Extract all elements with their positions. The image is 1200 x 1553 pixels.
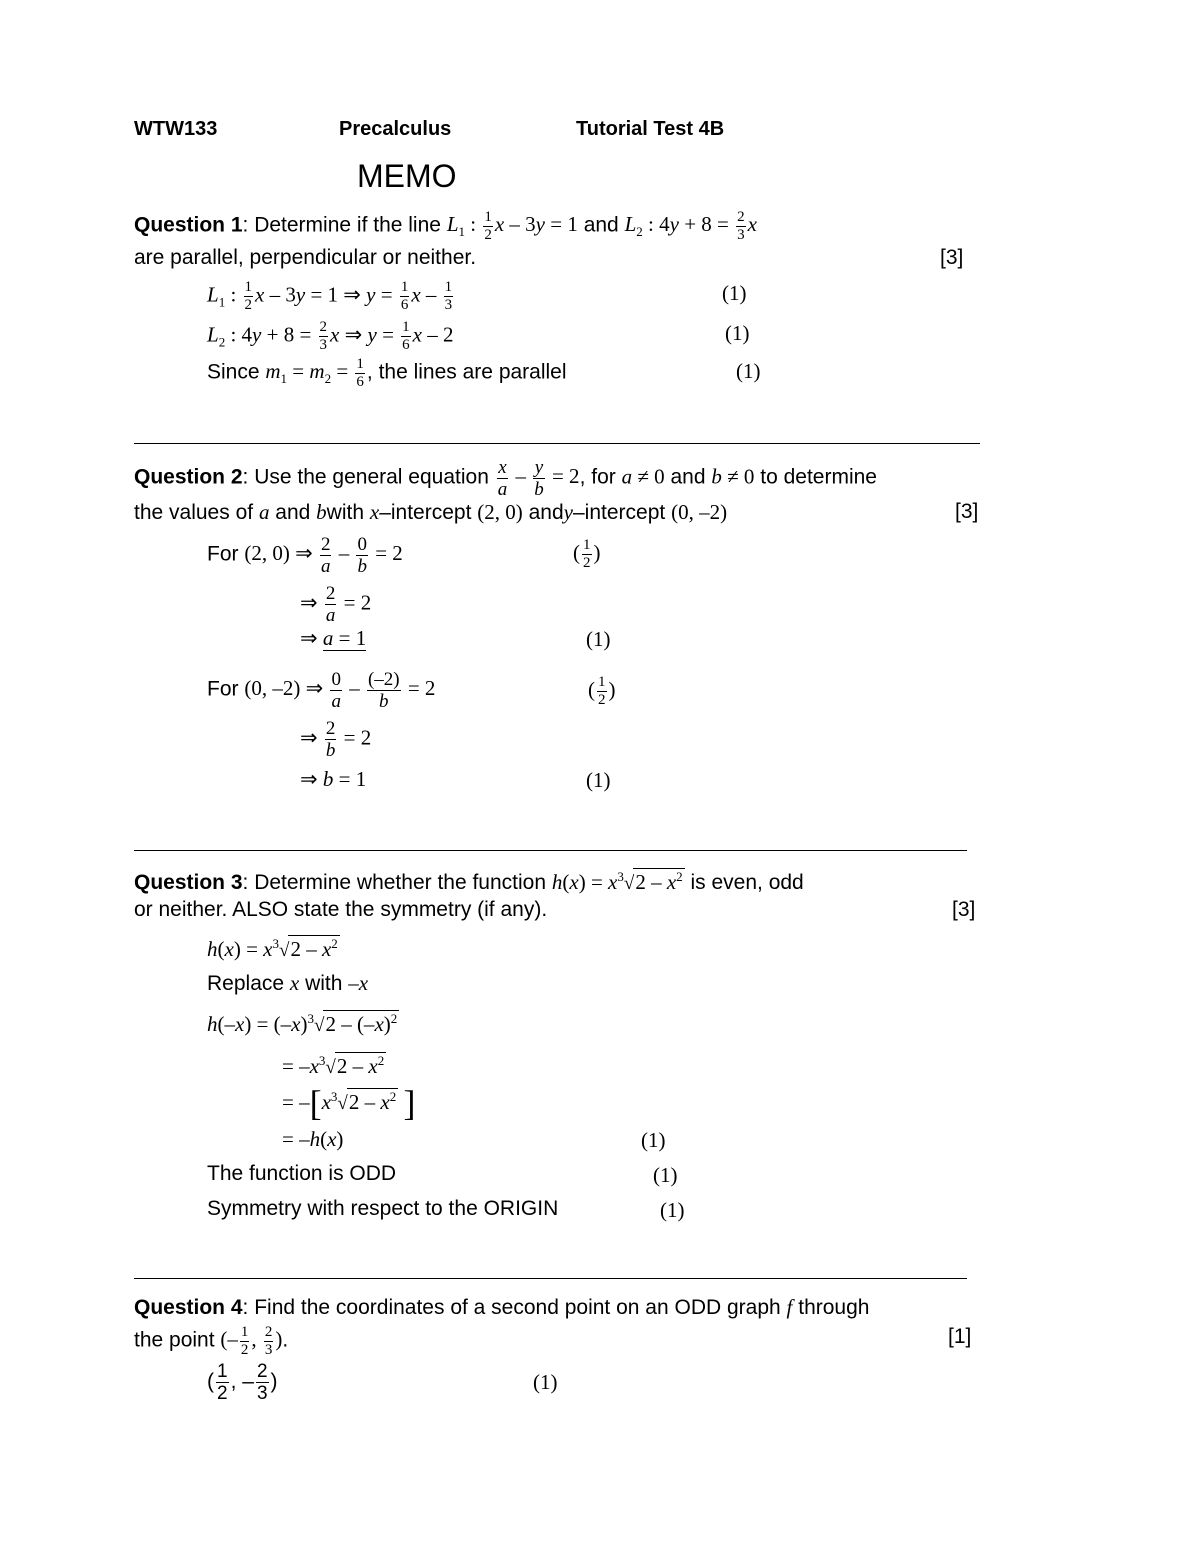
- q4-prompt-line1: Question 4: Find the coordinates of a second point on an ODD graph f through: [134, 1295, 870, 1319]
- q2-step5: ⇒ $\frac{2}{b}$ = 2: [300, 718, 372, 761]
- q3-step1: $h(x) = x^3√2 - x^2$: [207, 936, 338, 961]
- q1-mark1: (1): [722, 281, 747, 305]
- subject-title: Precalculus: [339, 118, 452, 140]
- q3-total-marks: [3]: [952, 898, 976, 921]
- q1-prompt-line1: Question 1: Determine if the line $L_1$ : $\frac{1}{2}$ x – 3y = 1 and $L_2$ : 4y + 8 = $\frac{2}{3}$ x: [134, 209, 757, 243]
- q3-mark3: (1): [660, 1198, 685, 1222]
- q4-answer: ( $\frac{1}{2}$ , – $\frac{2}{3}$ ): [207, 1361, 278, 1404]
- q1-total-marks: [3]: [940, 246, 964, 269]
- q3-label: Question 3: [134, 871, 243, 894]
- test-title: Tutorial Test 4B: [576, 118, 725, 140]
- q4-mark1: (1): [533, 1370, 558, 1394]
- q1-prompt-line2: are parallel, perpendicular or neither.: [134, 246, 477, 269]
- q3-mark2: (1): [653, 1163, 678, 1187]
- q4-total-marks: [1]: [948, 1325, 972, 1348]
- q3-prompt-line1: Question 3: Determine whether the function $h(x) = x^3√2 - x^2$ is even, odd: [134, 869, 804, 894]
- q1-step2: $L_2$ : 4y + 8 = $\frac{2}{3}$ x ⇒ y = $\frac{1}{6}$ x – 2: [207, 319, 454, 353]
- q2-mark2: (1): [586, 768, 611, 792]
- q2-label: Question 2: [134, 465, 243, 489]
- q2-step2: ⇒ $\frac{2}{a}$ = 2: [300, 583, 372, 626]
- q3-step3: $h(-x) = (-x)^3√2 - (-x)^2$: [207, 1011, 398, 1036]
- q2-prompt-line2: the values of a and bwith x–intercept (2, 0) andy–intercept (0, –2): [134, 500, 728, 524]
- q2-half-mark2: ( $\frac{1}{2}$ ): [588, 674, 616, 708]
- q2-step1: For (2, 0) ⇒ $\frac{2}{a}$ – $\frac{0}{b}$ = 2: [207, 534, 403, 577]
- q2-step3: ⇒ a = 1: [300, 626, 367, 650]
- q1-step3: Since $m_1 = m_2$ = $\frac{1}{6}$ , the lines are parallel: [207, 356, 567, 390]
- q2-prompt-line1: Question 2: Use the general equation $\frac{x}{a}$ – $\frac{y}{b}$ = 2, for a ≠ 0 and b ≠ 0 to determine: [134, 457, 877, 500]
- course-code: WTW133: [134, 118, 218, 140]
- q2-total-marks: [3]: [955, 500, 979, 523]
- q3-symmetry: Symmetry with respect to the ORIGIN: [207, 1197, 559, 1220]
- q1-step1: $L_1$ : $\frac{1}{2}$ x – 3y = 1 ⇒ y = $\frac{1}{6}$ x – $\frac{1}{3}$: [207, 279, 453, 313]
- q2-half-mark1: ( $\frac{1}{2}$ ): [573, 537, 601, 571]
- q3-prompt-line2: or neither. ALSO state the symmetry (if any).: [134, 898, 548, 921]
- q3-step5: = $-[x^3√2 - x^2$ ]: [282, 1083, 416, 1123]
- q3-odd: The function is ODD: [207, 1162, 397, 1185]
- q3-step4: = $-x^3√2 - x^2$: [282, 1053, 385, 1078]
- divider-3: [134, 1278, 967, 1279]
- q3-step6: = –h(x): [282, 1127, 344, 1151]
- q4-label: Question 4: [134, 1296, 243, 1319]
- q4-prompt-line2: the point (– $\frac{1}{2}$ , $\frac{2}{3}$ ).: [134, 1324, 289, 1358]
- q1-label: Question 1: [134, 213, 243, 237]
- q2-mark1: (1): [586, 627, 611, 651]
- q3-step2: Replace x with –x: [207, 971, 369, 995]
- q3-mark1: (1): [641, 1128, 666, 1152]
- memo-title: MEMO: [357, 158, 457, 194]
- q1-mark3: (1): [736, 359, 761, 383]
- divider-1: [134, 443, 980, 444]
- q2-step6: ⇒ b = 1: [300, 767, 367, 791]
- divider-2: [134, 850, 967, 851]
- q1-mark2: (1): [725, 321, 750, 345]
- q2-step4: For (0, –2) ⇒ $\frac{0}{a}$ – $\frac{(-2)}{b}$ = 2: [207, 669, 436, 712]
